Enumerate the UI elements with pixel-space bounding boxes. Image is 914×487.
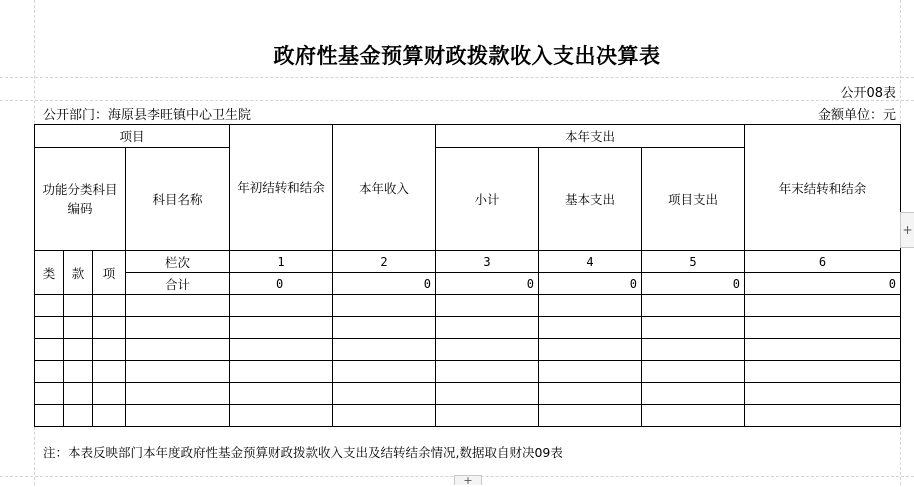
table-cell[interactable] <box>126 383 230 405</box>
header-begin-balance[interactable]: 年初结转和结余 <box>230 125 333 251</box>
table-cell[interactable] <box>230 405 333 427</box>
total-value[interactable]: 0 <box>642 273 745 295</box>
header-subtotal[interactable]: 小计 <box>436 148 539 251</box>
table-row <box>35 383 901 405</box>
table-cell[interactable] <box>93 405 126 427</box>
total-row-label[interactable]: 合计 <box>126 273 230 295</box>
table-cell[interactable] <box>436 405 539 427</box>
header-end-balance[interactable]: 年末结转和结余 <box>745 125 901 251</box>
gridline <box>0 77 914 78</box>
table-cell[interactable] <box>745 339 901 361</box>
report-title: 政府性基金预算财政拨款收入支出决算表 <box>273 43 661 68</box>
table-cell[interactable] <box>539 295 642 317</box>
table-cell[interactable] <box>126 339 230 361</box>
table-cell[interactable] <box>333 339 436 361</box>
table-cell[interactable] <box>333 383 436 405</box>
table-cell[interactable] <box>539 361 642 383</box>
table-cell[interactable] <box>745 317 901 339</box>
table-cell[interactable] <box>64 361 93 383</box>
table-footnote: 注：本表反映部门本年度政府性基金预算财政拨款收入支出及结转结余情况,数据取自财决09表 <box>43 445 563 460</box>
table-cell[interactable] <box>642 295 745 317</box>
column-index[interactable]: 4 <box>539 251 642 273</box>
total-value[interactable]: 0 <box>333 273 436 295</box>
table-cell[interactable] <box>35 383 64 405</box>
table-cell[interactable] <box>93 383 126 405</box>
table-row <box>35 339 901 361</box>
table-cell[interactable] <box>35 361 64 383</box>
amount-unit-label: 金额单位：元 <box>817 108 896 123</box>
table-cell[interactable] <box>64 339 93 361</box>
table-cell[interactable] <box>333 361 436 383</box>
table-cell[interactable] <box>436 295 539 317</box>
table-cell[interactable] <box>436 383 539 405</box>
table-cell[interactable] <box>64 317 93 339</box>
header-func-code[interactable]: 功能分类科目编码 <box>35 148 126 251</box>
total-value[interactable]: 0 <box>436 273 539 295</box>
total-value[interactable]: 0 <box>230 273 333 295</box>
table-cell[interactable] <box>35 339 64 361</box>
table-cell[interactable] <box>230 317 333 339</box>
table-cell[interactable] <box>539 339 642 361</box>
table-cell[interactable] <box>333 405 436 427</box>
table-cell[interactable] <box>436 339 539 361</box>
table-cell[interactable] <box>35 295 64 317</box>
expand-plus-icon[interactable]: + <box>454 475 482 485</box>
table-cell[interactable] <box>745 295 901 317</box>
form-code: 公开08表 <box>840 86 896 101</box>
table-cell[interactable] <box>126 361 230 383</box>
table-cell[interactable] <box>436 317 539 339</box>
table-cell[interactable] <box>126 317 230 339</box>
expand-plus-icon[interactable]: + <box>900 212 914 248</box>
header-income[interactable]: 本年收入 <box>333 125 436 251</box>
column-index[interactable]: 3 <box>436 251 539 273</box>
table-row <box>35 361 901 383</box>
header-xiang[interactable]: 项 <box>93 251 126 295</box>
table-cell[interactable] <box>745 405 901 427</box>
table-cell[interactable] <box>64 295 93 317</box>
report-table <box>34 124 901 427</box>
table-cell[interactable] <box>436 361 539 383</box>
table-cell[interactable] <box>745 383 901 405</box>
header-kuan[interactable]: 款 <box>64 251 93 295</box>
table-cell[interactable] <box>230 361 333 383</box>
table-cell[interactable] <box>539 405 642 427</box>
header-subject-name[interactable]: 科目名称 <box>126 148 230 251</box>
table-row <box>35 317 901 339</box>
table-cell[interactable] <box>126 295 230 317</box>
table-cell[interactable] <box>539 317 642 339</box>
table-cell[interactable] <box>64 405 93 427</box>
table-cell[interactable] <box>642 317 745 339</box>
column-index[interactable]: 5 <box>642 251 745 273</box>
table-cell[interactable] <box>35 317 64 339</box>
table-cell[interactable] <box>230 339 333 361</box>
column-index[interactable]: 1 <box>230 251 333 273</box>
table-cell[interactable] <box>333 295 436 317</box>
table-cell[interactable] <box>126 405 230 427</box>
column-index[interactable]: 6 <box>745 251 901 273</box>
table-cell[interactable] <box>539 383 642 405</box>
header-project[interactable]: 项目 <box>35 125 230 148</box>
table-cell[interactable] <box>93 361 126 383</box>
table-cell[interactable] <box>93 317 126 339</box>
table-cell[interactable] <box>64 383 93 405</box>
table-cell[interactable] <box>642 383 745 405</box>
header-lei[interactable]: 类 <box>35 251 64 295</box>
table-row <box>35 405 901 427</box>
table-cell[interactable] <box>745 361 901 383</box>
header-expense-group[interactable]: 本年支出 <box>436 125 745 148</box>
column-index-label[interactable]: 栏次 <box>126 251 230 273</box>
table-cell[interactable] <box>230 295 333 317</box>
total-value[interactable]: 0 <box>539 273 642 295</box>
table-cell[interactable] <box>642 361 745 383</box>
table-row <box>35 295 901 317</box>
table-cell[interactable] <box>93 339 126 361</box>
table-cell[interactable] <box>333 317 436 339</box>
header-project-expense[interactable]: 项目支出 <box>642 148 745 251</box>
table-cell[interactable] <box>230 383 333 405</box>
table-cell[interactable] <box>35 405 64 427</box>
total-value[interactable]: 0 <box>745 273 901 295</box>
header-basic-expense[interactable]: 基本支出 <box>539 148 642 251</box>
table-cell[interactable] <box>642 339 745 361</box>
table-cell[interactable] <box>93 295 126 317</box>
table-cell[interactable] <box>642 405 745 427</box>
department-label: 公开部门：海原县李旺镇中心卫生院 <box>43 108 252 123</box>
column-index[interactable]: 2 <box>333 251 436 273</box>
gridline <box>0 100 914 101</box>
